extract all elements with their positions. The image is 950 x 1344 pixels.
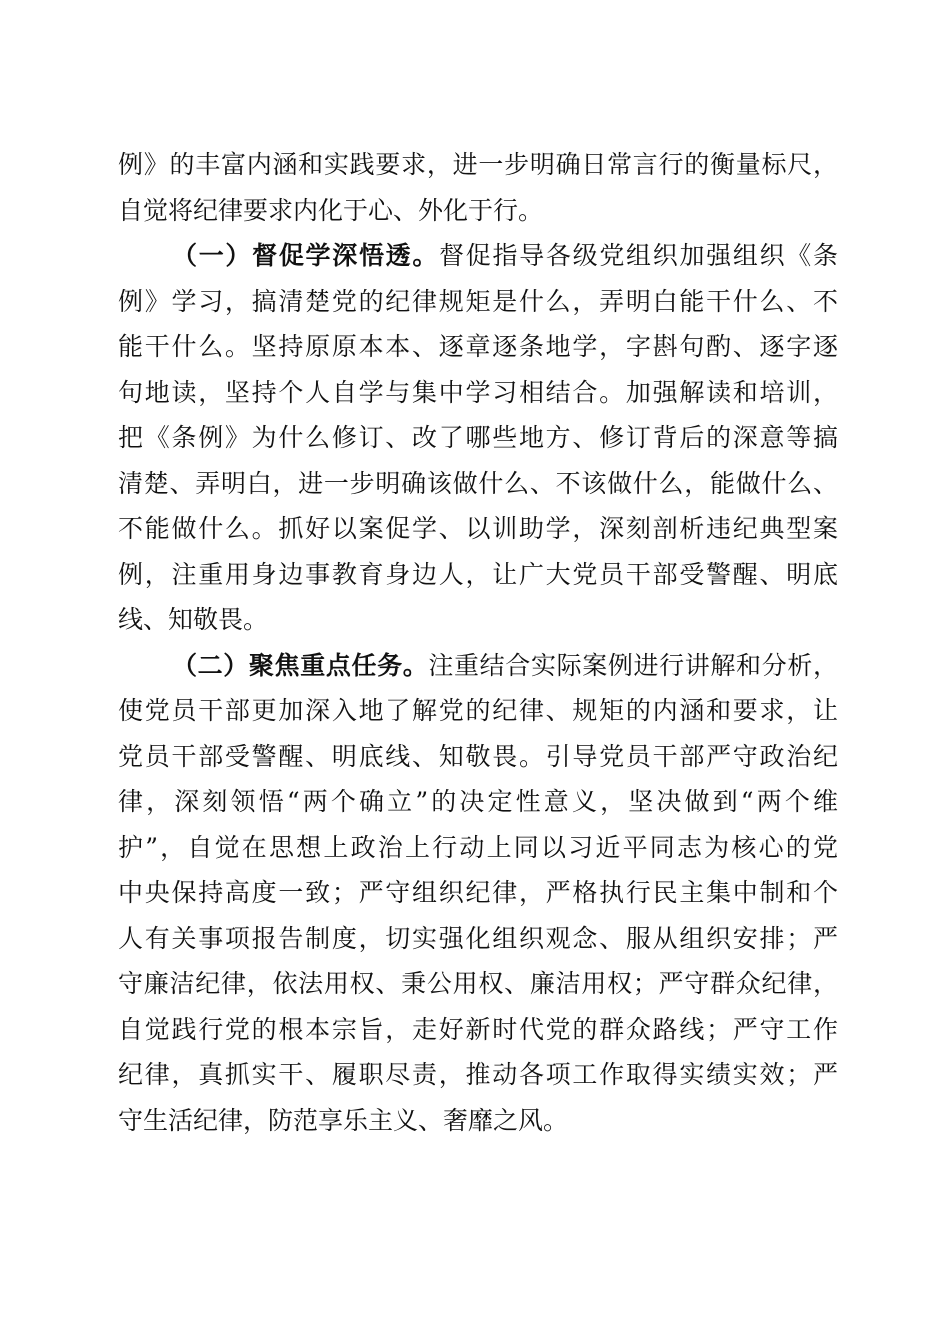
paragraph-line: 不能做什么。抓好以案促学、以训助学，深刻剖析违纪典型案 bbox=[118, 514, 838, 543]
document-body bbox=[118, 142, 838, 1143]
section-heading-line bbox=[118, 233, 838, 279]
paragraph-line: 清楚、弄明白，进一步明确该做什么、不该做什么，能做什么、 bbox=[118, 468, 838, 498]
section-heading: （一）督促学深悟透。 bbox=[172, 241, 440, 270]
section-heading-line bbox=[118, 643, 838, 689]
paragraph-line: 纪律，真抓实干、履职尽责，推动各项工作取得实绩实效；严 bbox=[118, 1060, 838, 1089]
paragraph-line: 党员干部受警醒、明底线、知敬畏。引导党员干部严守政治纪 bbox=[118, 741, 838, 771]
section-heading: （二）聚焦重点任务。 bbox=[172, 650, 429, 680]
paragraph-line: 守生活纪律，防范享乐主义、奢靡之风。 bbox=[118, 1105, 569, 1135]
paragraph-line: 把《条例》为什么修订、改了哪些地方、修订背后的深意等搞 bbox=[118, 423, 838, 452]
paragraph-line: 自觉践行党的根本宗旨，走好新时代党的群众路线；严守工作 bbox=[118, 1014, 838, 1044]
paragraph-text: 注重结合实际案例进行讲解和分析， bbox=[428, 650, 838, 680]
paragraph-line: 例》的丰富内涵和实践要求，进一步明确日常言行的衡量标尺， bbox=[118, 150, 838, 179]
paragraph-line: 例，注重用身边事教育身边人，让广大党员干部受警醒、明底 bbox=[118, 559, 838, 589]
paragraph-line: 自觉将纪律要求内化于心、外化于行。 bbox=[118, 195, 544, 225]
paragraph-line: 人有关事项报告制度，切实强化组织观念、服从组织安排；严 bbox=[118, 923, 838, 953]
paragraph-line: 例》学习，搞清楚党的纪律规矩是什么，弄明白能干什么、不 bbox=[118, 286, 838, 316]
paragraph-line: 律，深刻领悟“两个确立”的决定性意义，坚决做到“两个维 bbox=[118, 787, 838, 816]
paragraph-text: 督促指导各级党组织加强组织《条 bbox=[439, 241, 838, 270]
paragraph-line: 守廉洁纪律，依法用权、秉公用权、廉洁用权；严守群众纪律， bbox=[118, 969, 838, 998]
paragraph-line: 中央保持高度一致；严守组织纪律，严格执行民主集中制和个 bbox=[118, 878, 838, 907]
paragraph-line: 句地读，坚持个人自学与集中学习相结合。加强解读和培训， bbox=[118, 377, 838, 407]
paragraph-line: 能干什么。坚持原原本本、逐章逐条地学，字斟句酌、逐字逐 bbox=[118, 332, 838, 361]
paragraph-line: 护”，自觉在思想上政治上行动上同以习近平同志为核心的党 bbox=[118, 832, 838, 862]
paragraph-line: 线、知敬畏。 bbox=[118, 605, 269, 634]
paragraph-line: 使党员干部更加深入地了解党的纪律、规矩的内涵和要求，让 bbox=[118, 696, 838, 725]
